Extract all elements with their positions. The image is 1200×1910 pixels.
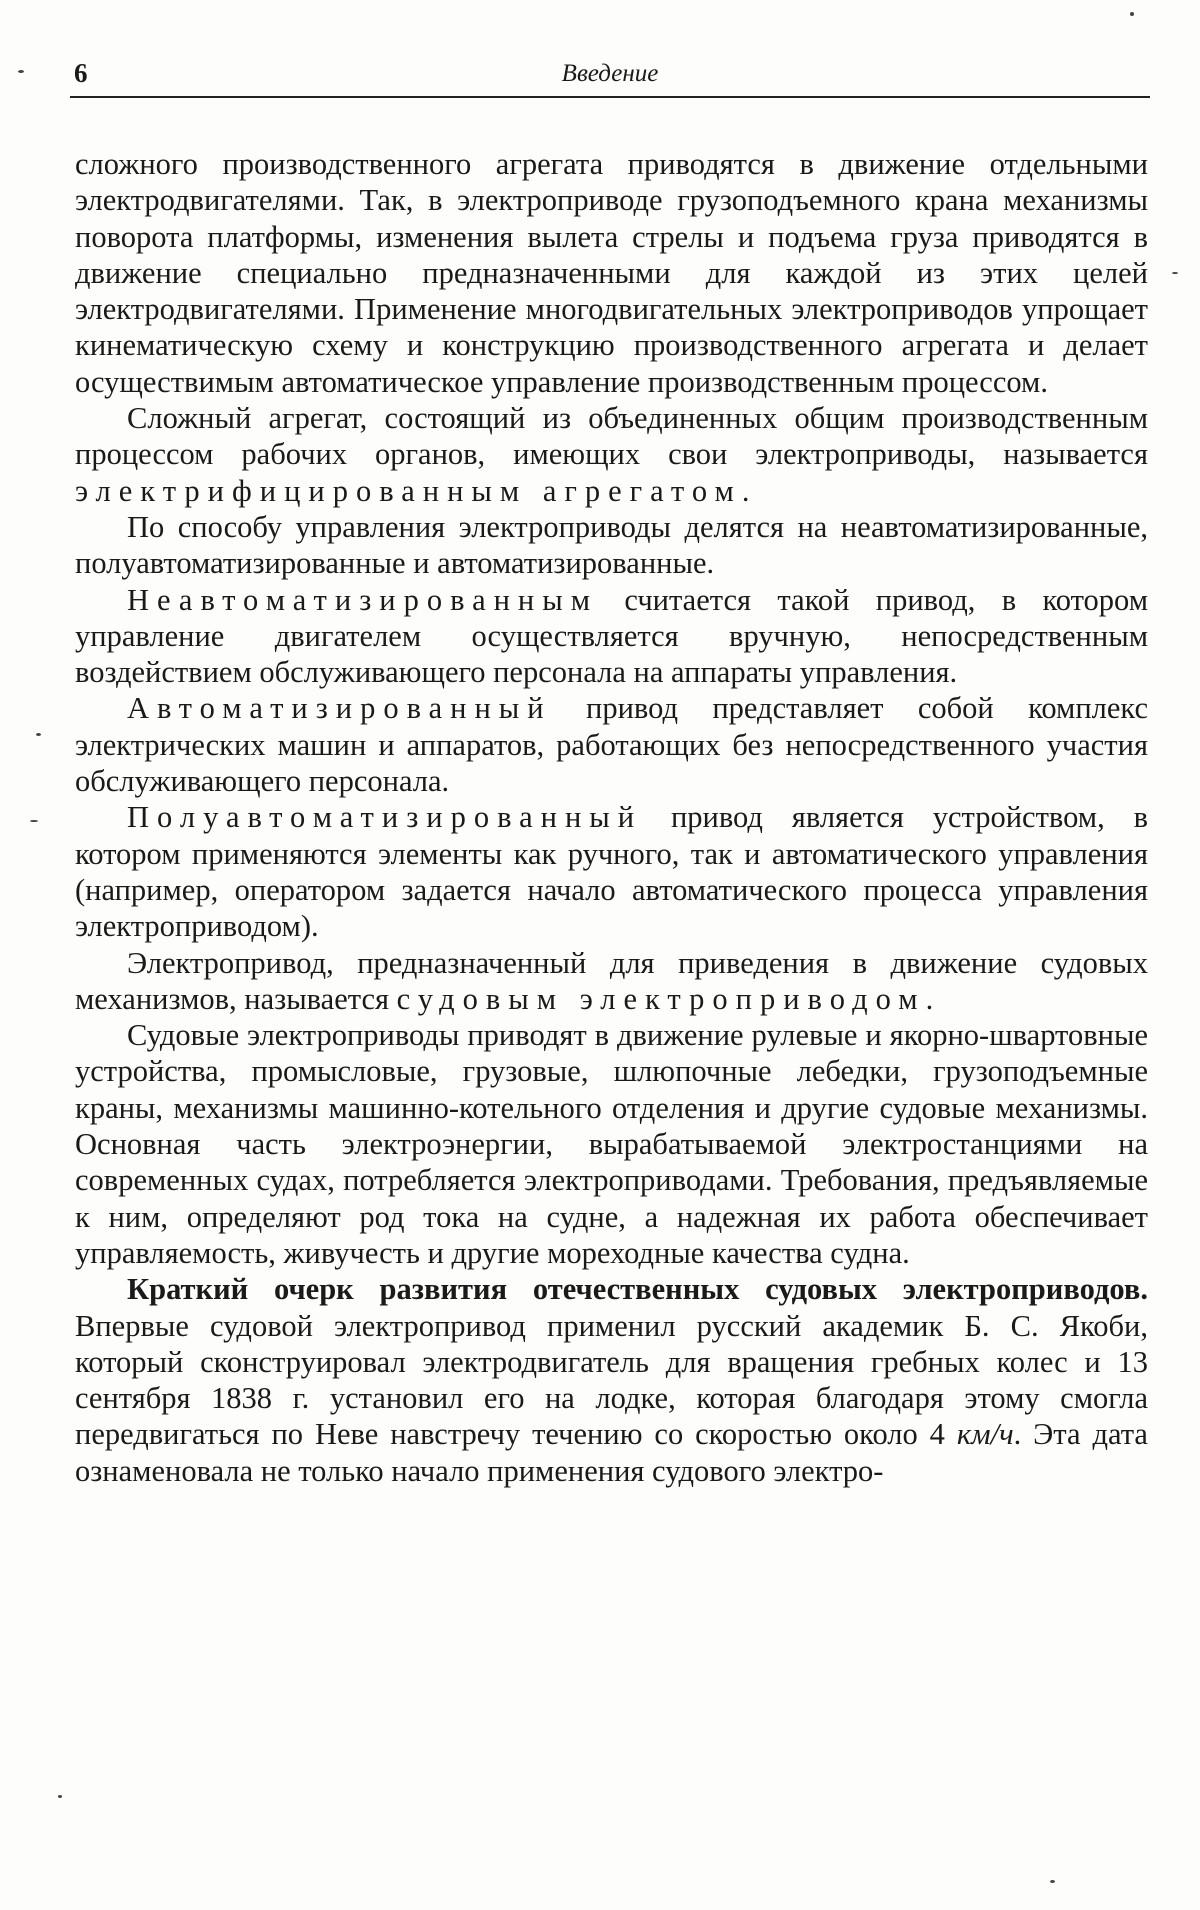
paragraph [75, 799, 1148, 944]
text-run: . [741, 473, 750, 508]
emphasized-term: электрифицированным агрегатом [75, 473, 742, 508]
paragraph [75, 690, 1148, 799]
scan-speck [1172, 272, 1178, 274]
emphasized-term: Автоматизированный [127, 691, 552, 726]
scan-speck [58, 1795, 62, 1798]
text-run: . Эта дата ознаменовала не только начало применения судового электро- [75, 1417, 1148, 1488]
text-run: считается такой привод, в котором управление двигателем осуществляется вручную, непосредственным воздействием обслуживающего персонала на аппараты управления. [75, 582, 1148, 690]
scan-speck [1050, 1880, 1055, 1883]
section-heading: Краткий очерк развития отечественных судовых электроприводов. [127, 1272, 1148, 1307]
paragraph [75, 945, 1148, 1018]
text-run: привод представляет собой комплекс электрических машин и аппаратов, работающих без непосредственного участия обслуживающего персонала. [75, 691, 1148, 799]
paragraph: По способу управления электроприводы делятся на неавтоматизированные, полуавтоматизированные и автоматизированные. [75, 509, 1148, 581]
scan-speck [1130, 12, 1134, 16]
running-head: Введение [561, 60, 659, 87]
scan-speck [30, 820, 38, 822]
scan-speck [36, 733, 41, 736]
emphasized-term: Неавтоматизированным [127, 582, 599, 617]
emphasized-term: Полуавтоматизированный [127, 800, 643, 835]
text-run: Электропривод, предназначенный для приведения в движение судовых механизмов, называется [75, 945, 1148, 1016]
emphasized-term: судовым электроприводом [396, 981, 926, 1016]
text-run: Впервые судовой электропривод применил русский академик Б. С. Якоби, который сконструировал электродвигатель для вращения гребных колес и 13 сентября 1838 г. установил его на лодке, которая благодаря этому смогла передвигаться по Неве навстречу течению со скоростью около 4 [75, 1308, 1148, 1452]
paragraph [75, 400, 1148, 509]
text-run: Сложный агрегат, состоящий из объединенных общим производственным процессом рабочих органов, имеющих свои электроприводы, называется [75, 401, 1148, 472]
unit-text: км/ч [956, 1417, 1014, 1452]
page-header [70, 56, 1150, 98]
body-text [75, 146, 1148, 1489]
page-number: 6 [74, 58, 88, 88]
paragraph: сложного производственного агрегата приводятся в движение отдельными электродвигателями. Так, в электроприводе грузоподъемного крана механизмы поворота платформы, изменения вылета стрелы и подъема груза приводятся в движение специально предназначенными для каждой из этих целей электродвигателями. Применение многодвигательных электроприводов упрощает кинематическую схему и конструкцию производственного агрегата и делает осуществимым автоматическое управление производственным процессом. [75, 147, 1148, 399]
paragraph: Судовые электроприводы приводят в движение рулевые и якорно-швартовные устройства, промысловые, грузовые, шлюпочные лебедки, грузоподъемные краны, механизмы машинно-котельного отделения и другие судовые механизмы. Основная часть электроэнергии, вырабатываемой электростанциями на современных судах, потребляется электроприводами. Требования, предъявляемые к ним, определяют род тока на судне, а надежная их работа обеспечивает управляемость, живучесть и другие мореходные качества судна. [75, 1018, 1148, 1270]
text-run: привод является устройством, в котором применяются элементы как ручного, так и автоматического управления (например, оператором задается начало автоматического процесса управления электроприводом). [75, 800, 1148, 944]
scan-speck [18, 70, 24, 73]
paragraph [75, 582, 1148, 691]
paragraph [75, 1271, 1148, 1489]
text-run: . [925, 981, 934, 1016]
